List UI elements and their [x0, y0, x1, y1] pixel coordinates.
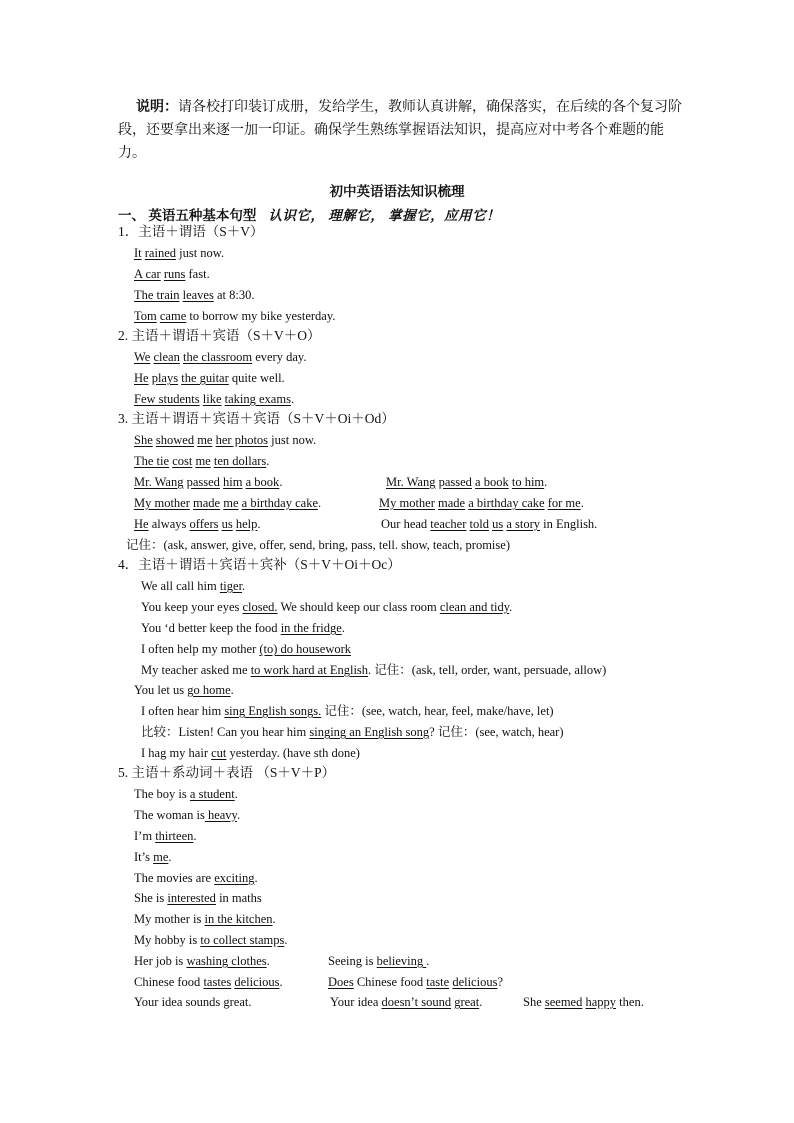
- example-sentence: [379, 495, 584, 511]
- underlined-phrase: A car: [134, 267, 161, 281]
- text-segment: .: [509, 600, 513, 614]
- example-sentence: [134, 349, 306, 365]
- underlined-phrase: go home: [187, 683, 231, 697]
- example-sentence: [134, 391, 294, 407]
- text-segment: .: [266, 954, 270, 968]
- text-segment: .: [254, 871, 258, 885]
- underlined-phrase: Mr. Wang: [386, 475, 436, 489]
- underlined-phrase: taste: [426, 975, 450, 989]
- underlined-phrase: tiger: [219, 579, 243, 593]
- section-label: 一、 英语五种基本句型: [118, 208, 257, 223]
- example-sentence: [134, 828, 197, 844]
- underlined-phrase: taking exams: [224, 392, 291, 406]
- text-segment: .: [341, 621, 345, 635]
- pattern-heading: [118, 411, 395, 427]
- underlined-phrase: for me: [547, 496, 581, 510]
- pattern-heading: [118, 557, 401, 573]
- text-segment: You ‘d better keep the food: [141, 621, 281, 635]
- example-sentence: [134, 953, 270, 969]
- text-segment: We should keep our class room: [277, 600, 440, 614]
- example-sentence: [141, 703, 554, 719]
- text-segment: My teacher asked me: [141, 663, 251, 677]
- intro-text: 请各校打印装订成册，发给学生，教师认真讲解，确保落实，在后续的各个复习阶段，还要拿出来逐一加一印证。确保学生熟练掌握语法知识，提高应对中考各个难题的能力。: [118, 100, 682, 161]
- section-heading: [118, 204, 500, 224]
- text-segment: .: [290, 392, 295, 406]
- example-sentence: [134, 786, 238, 802]
- example-sentence: [141, 578, 245, 594]
- underlined-phrase: help: [235, 517, 258, 531]
- text-segment: You let us: [134, 683, 188, 697]
- example-sentence: [141, 662, 606, 678]
- underlined-phrase: plays: [151, 371, 179, 385]
- underlined-phrase: to him: [511, 475, 545, 489]
- example-sentence: [126, 537, 510, 553]
- underlined-phrase: a book: [245, 475, 280, 489]
- example-sentence: [134, 682, 234, 698]
- underlined-phrase: to collect stamps: [200, 933, 285, 947]
- underlined-phrase: My mother: [134, 496, 190, 510]
- example-sentence: [134, 807, 240, 823]
- text-segment: The boy is: [134, 787, 190, 801]
- underlined-phrase: singing an English song: [309, 725, 430, 739]
- example-sentence: [141, 641, 351, 657]
- underlined-phrase: interested: [167, 891, 216, 905]
- example-sentence: [330, 994, 482, 1010]
- text-segment: 1．主语＋谓语（S＋V）: [118, 224, 264, 239]
- underlined-phrase: me: [197, 433, 213, 447]
- underlined-phrase: ten dollars: [213, 454, 267, 468]
- text-segment: .: [479, 995, 483, 1009]
- text-segment: .: [318, 496, 322, 510]
- underlined-phrase: He: [134, 517, 149, 531]
- text-segment: yesterday. (have sth done): [226, 746, 360, 760]
- underlined-phrase: rained: [144, 246, 176, 260]
- text-segment: .: [284, 933, 288, 947]
- text-segment: I often hear him: [141, 704, 225, 718]
- text-segment: Chinese food: [134, 975, 204, 989]
- text-segment: 3. 主语＋谓语＋宾语＋宾语（S＋V＋Oi＋Od）: [118, 411, 395, 426]
- underlined-phrase: a birthday cake: [241, 496, 318, 510]
- underlined-phrase: me: [195, 454, 211, 468]
- underlined-phrase: made: [438, 496, 466, 510]
- underlined-phrase: happy: [585, 995, 617, 1009]
- underlined-phrase: told: [469, 517, 489, 531]
- text-segment: fast.: [185, 267, 210, 281]
- text-segment: She: [523, 995, 545, 1009]
- underlined-phrase: believing: [376, 954, 427, 968]
- text-segment: .: [257, 517, 261, 531]
- text-segment: ? 记住：(see, watch, hear): [429, 725, 564, 739]
- underlined-phrase: the guitar: [181, 371, 229, 385]
- underlined-phrase: delicious: [452, 975, 498, 989]
- pattern-heading: [118, 765, 335, 781]
- intro-label: 说明：: [136, 100, 178, 115]
- text-segment: Our head: [381, 517, 431, 531]
- text-segment: We all call him: [141, 579, 220, 593]
- text-segment: .: [279, 975, 283, 989]
- underlined-phrase: We: [134, 350, 151, 364]
- underlined-phrase: a story: [506, 517, 541, 531]
- example-sentence: [134, 453, 269, 469]
- underlined-phrase: made: [193, 496, 221, 510]
- pattern-heading: [118, 328, 321, 344]
- text-segment: always: [148, 517, 190, 531]
- text-segment: She is: [134, 891, 168, 905]
- underlined-phrase: him: [223, 475, 243, 489]
- underlined-phrase: seemed: [544, 995, 583, 1009]
- text-segment: 记住：(see, watch, hear, feel, make/have, let): [321, 704, 554, 718]
- text-segment: Her job is: [134, 954, 187, 968]
- text-segment: 5. 主语＋系动词＋表语 （S＋V＋P）: [118, 765, 336, 780]
- underlined-phrase: Few students: [134, 392, 200, 406]
- text-segment: at 8:30.: [213, 288, 255, 302]
- example-sentence: [328, 953, 429, 969]
- text-segment: .: [168, 850, 172, 864]
- example-sentence: [134, 870, 258, 886]
- text-segment: .: [580, 496, 584, 510]
- underlined-phrase: me: [223, 496, 239, 510]
- text-segment: just now.: [176, 246, 225, 260]
- example-sentence: [134, 911, 276, 927]
- underlined-phrase: Tom: [134, 309, 157, 323]
- example-sentence: [134, 245, 224, 261]
- text-segment: .: [234, 787, 238, 801]
- underlined-phrase: passed: [186, 475, 220, 489]
- underlined-phrase: in the fridge: [280, 621, 342, 635]
- underlined-phrase: (to) do housework: [259, 642, 352, 656]
- underlined-phrase: exciting: [214, 871, 255, 885]
- text-segment: .: [193, 829, 197, 843]
- text-segment: You keep your eyes: [141, 600, 243, 614]
- example-sentence: [386, 474, 547, 490]
- text-segment: . 记住：(ask, tell, order, want, persuade, allow): [368, 663, 607, 677]
- underlined-phrase: a student: [189, 787, 235, 801]
- underlined-phrase: her photos: [215, 433, 269, 447]
- text-segment: quite well.: [228, 371, 285, 385]
- text-segment: Seeing is: [328, 954, 377, 968]
- underlined-phrase: thirteen: [155, 829, 194, 843]
- example-sentence: [134, 495, 321, 511]
- example-sentence: [523, 994, 644, 1010]
- example-sentence: [141, 620, 345, 636]
- underlined-phrase: delicious: [234, 975, 280, 989]
- underlined-phrase: great: [454, 995, 480, 1009]
- underlined-phrase: cost: [172, 454, 193, 468]
- underlined-phrase: a birthday cake: [468, 496, 545, 510]
- example-sentence: [381, 516, 597, 532]
- underlined-phrase: offers: [189, 517, 219, 531]
- text-segment: My hobby is: [134, 933, 201, 947]
- text-segment: .: [237, 808, 241, 822]
- underlined-phrase: teacher: [430, 517, 467, 531]
- text-segment: .: [266, 454, 270, 468]
- example-sentence: [141, 724, 564, 740]
- underlined-phrase: like: [202, 392, 222, 406]
- example-sentence: [134, 474, 282, 490]
- text-segment: in English.: [540, 517, 598, 531]
- underlined-phrase: tastes: [203, 975, 232, 989]
- text-segment: ?: [497, 975, 504, 989]
- underlined-phrase: She: [134, 433, 153, 447]
- underlined-phrase: passed: [438, 475, 472, 489]
- underlined-phrase: heavy: [204, 808, 237, 822]
- underlined-phrase: The tie: [134, 454, 170, 468]
- underlined-phrase: cut: [211, 746, 227, 760]
- underlined-phrase: clean: [153, 350, 180, 364]
- underlined-phrase: doesn’t sound: [381, 995, 452, 1009]
- underlined-phrase: a book: [475, 475, 509, 489]
- pattern-heading: [118, 224, 264, 240]
- underlined-phrase: closed.: [242, 600, 278, 614]
- underlined-phrase: It: [134, 246, 142, 260]
- underlined-phrase: washing clothes: [186, 954, 267, 968]
- text-segment: The woman is: [134, 808, 205, 822]
- text-segment: It’s: [134, 850, 154, 864]
- text-segment: 4．主语＋谓语＋宾语＋宾补（S＋V＋Oi＋Oc）: [118, 557, 401, 572]
- text-segment: .: [230, 683, 234, 697]
- text-segment: Your idea sounds great.: [134, 995, 252, 1009]
- text-segment: .: [272, 912, 276, 926]
- text-segment: .: [242, 579, 246, 593]
- example-sentence: [134, 516, 261, 532]
- text-segment: to borrow my bike yesterday.: [186, 309, 336, 323]
- example-sentence: [328, 974, 503, 990]
- text-segment: .: [544, 475, 548, 489]
- underlined-phrase: Mr. Wang: [134, 475, 184, 489]
- underlined-phrase: to work hard at English: [250, 663, 369, 677]
- text-segment: .: [426, 954, 430, 968]
- text-segment: 比较：Listen! Can you hear him: [141, 725, 310, 739]
- example-sentence: [134, 994, 251, 1010]
- text-segment: .: [279, 475, 283, 489]
- example-sentence: [134, 432, 316, 448]
- section-motto: 认识它， 理解它， 掌握它，应用它！: [268, 208, 501, 223]
- text-segment: My mother is: [134, 912, 205, 926]
- example-sentence: [134, 890, 262, 906]
- text-segment: Chinese food: [353, 975, 427, 989]
- underlined-phrase: runs: [163, 267, 186, 281]
- underlined-phrase: us: [492, 517, 504, 531]
- example-sentence: [141, 599, 512, 615]
- text-segment: in maths: [215, 891, 262, 905]
- example-sentence: [134, 287, 254, 303]
- text-segment: Your idea: [330, 995, 382, 1009]
- underlined-phrase: leaves: [182, 288, 214, 302]
- example-sentence: [134, 974, 283, 990]
- underlined-phrase: clean and tidy: [439, 600, 510, 614]
- underlined-phrase: me: [153, 850, 169, 864]
- text-segment: then.: [616, 995, 644, 1009]
- underlined-phrase: us: [221, 517, 233, 531]
- underlined-phrase: My mother: [379, 496, 435, 510]
- example-sentence: [134, 266, 210, 282]
- example-sentence: [134, 849, 172, 865]
- text-segment: every day.: [252, 350, 307, 364]
- example-sentence: [134, 308, 335, 324]
- example-sentence: [134, 370, 285, 386]
- text-segment: 记住：(ask, answer, give, offer, send, bring, pass, tell. show, teach, promise): [126, 538, 510, 552]
- text-segment: The movies are: [134, 871, 215, 885]
- example-sentence: [134, 932, 287, 948]
- underlined-phrase: sing English songs.: [224, 704, 322, 718]
- underlined-phrase: Does: [328, 975, 354, 989]
- example-sentence: [141, 745, 360, 761]
- text-segment: I’m: [134, 829, 156, 843]
- underlined-phrase: the classroom: [182, 350, 253, 364]
- underlined-phrase: The train: [134, 288, 180, 302]
- intro-note: [118, 96, 683, 165]
- text-segment: 2. 主语＋谓语＋宾语（S＋V＋O）: [118, 328, 321, 343]
- text-segment: I often help my mother: [141, 642, 260, 656]
- underlined-phrase: He: [134, 371, 149, 385]
- underlined-phrase: showed: [155, 433, 195, 447]
- underlined-phrase: in the kitchen: [204, 912, 273, 926]
- text-segment: I hag my hair: [141, 746, 212, 760]
- underlined-phrase: came: [159, 309, 187, 323]
- document-title: 初中英语语法知识梳理: [329, 184, 465, 199]
- text-segment: just now.: [268, 433, 317, 447]
